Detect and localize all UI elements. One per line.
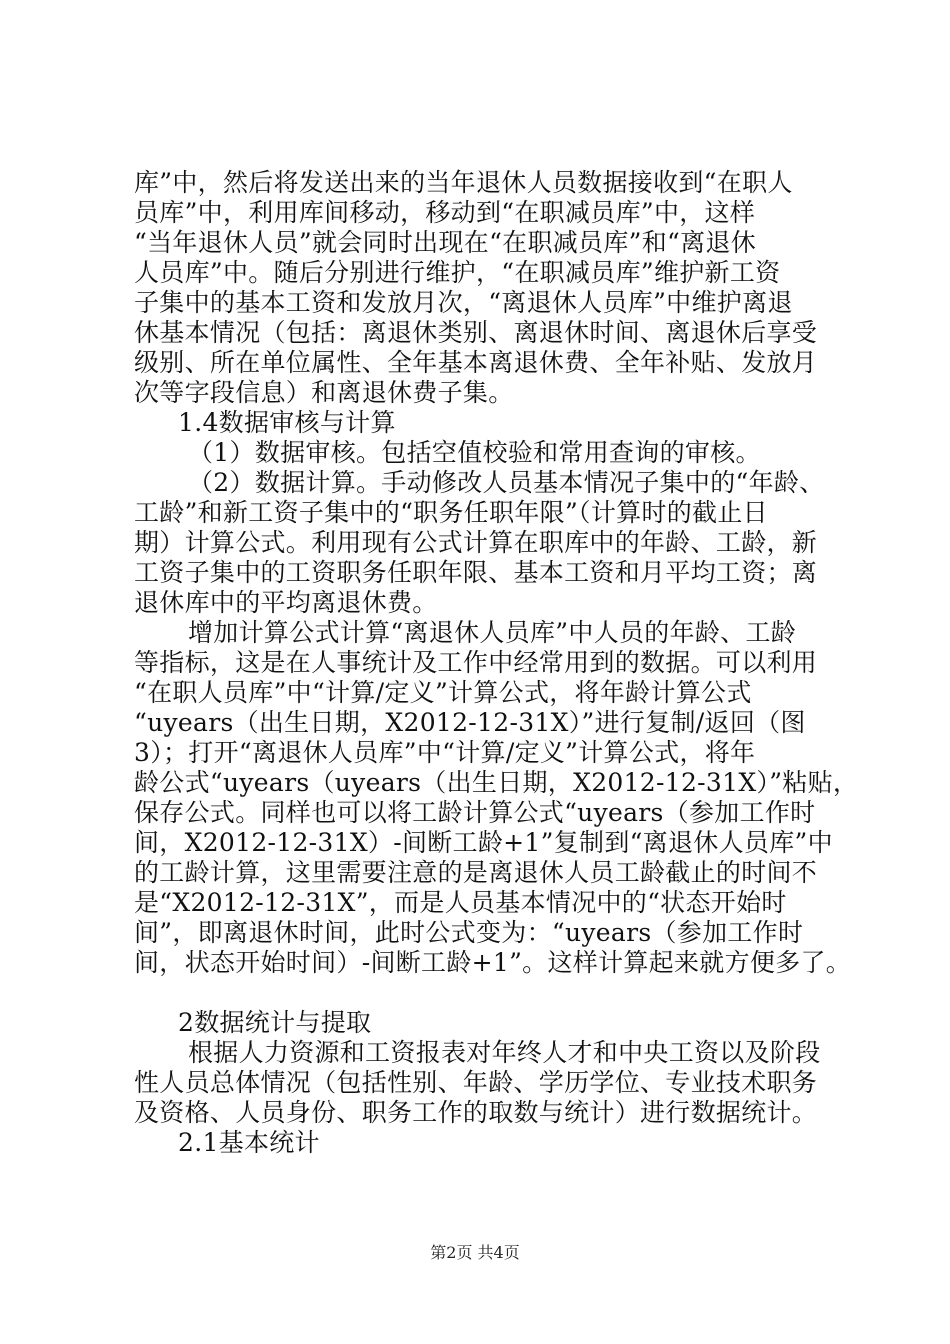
paragraph-line: 3）；打开“离退休人员库”中“计算/定义”计算公式，将年 [134,738,756,767]
paragraph-line: 的工龄计算，这里需要注意的是离退休人员工龄截止的时间不 [134,858,818,887]
paragraph-line: 间，状态开始时间）-间断工龄+1”。这样计算起来就方便多了。 [134,948,852,977]
paragraph-line: 工资子集中的工资职务任职年限、基本工资和月平均工资；离 [134,558,818,587]
paragraph-line: 退休库中的平均离退休费。 [134,588,438,617]
paragraph-line: （2）数据计算。手动修改人员基本情况子集中的“年龄、 [188,468,825,497]
paragraph-line: 龄公式“uyears（uyears（出生日期，X2012-12-31X）”粘贴， [134,768,859,797]
paragraph-line: 人员库”中。随后分别进行维护，“在职减员库”维护新工资 [134,258,781,287]
page-number-label: 第2页 共4页 [430,1243,520,1262]
paragraph-line: 级别、所在单位属性、全年基本离退休费、全年补贴、发放月 [134,348,818,377]
paragraph-line: （1）数据审核。包括空值校验和常用查询的审核。 [188,438,761,467]
section-heading-2-1: 2.1基本统计 [178,1128,320,1157]
paragraph-line: 等指标，这是在人事统计及工作中经常用到的数据。可以利用 [134,648,818,677]
paragraph-line: 期）计算公式。利用现有公式计算在职库中的年龄、工龄，新 [134,528,818,557]
paragraph-line: 性人员总体情况（包括性别、年龄、学历学位、专业技术职务 [134,1068,818,1097]
document-body [134,168,859,1158]
paragraph-line: 增加计算公式计算“离退休人员库”中人员的年龄、工龄 [188,618,797,647]
section-heading-1-4: 1.4数据审核与计算 [178,408,396,437]
blank-line [134,978,834,1008]
paragraph-line: 员库”中，利用库间移动，移动到“在职减员库”中，这样 [134,198,756,227]
paragraph-line: 工龄”和新工资子集中的“职务任职年限”（计算时的截止日 [134,498,768,527]
paragraph-line: 间，X2012-12-31X）-间断工龄+1”复制到“离退休人员库”中 [134,828,833,857]
section-heading-2: 2数据统计与提取 [178,1008,372,1037]
paragraph-line: 及资格、人员身份、职务工作的取数与统计）进行数据统计。 [134,1098,818,1127]
paragraph-line: 休基本情况（包括：离退休类别、离退休时间、离退休后享受 [134,318,818,347]
paragraph-line: 子集中的基本工资和发放月次，“离退休人员库”中维护离退 [134,288,793,317]
paragraph-line: 是“X2012-12-31X”，而是人员基本情况中的“状态开始时 [134,888,787,917]
paragraph-line: 间”，即离退休时间，此时公式变为：“uyears（参加工作时 [134,918,804,947]
paragraph-line: 库”中，然后将发送出来的当年退休人员数据接收到“在职人 [134,168,793,197]
paragraph-line: “在职人员库”中“计算/定义”计算公式，将年龄计算公式 [134,678,752,707]
page-footer [0,1243,950,1263]
paragraph-line: 次等字段信息）和离退休费子集。 [134,378,514,407]
paragraph-line: 根据人力资源和工资报表对年终人才和中央工资以及阶段 [188,1038,821,1067]
paragraph-line: 保存公式。同样也可以将工龄计算公式“uyears（参加工作时 [134,798,816,827]
paragraph-line: “uyears（出生日期，X2012-12-31X）”进行复制/返回（图 [134,708,806,737]
paragraph-line: “当年退休人员”就会同时出现在“在职减员库”和“离退休 [134,228,757,257]
